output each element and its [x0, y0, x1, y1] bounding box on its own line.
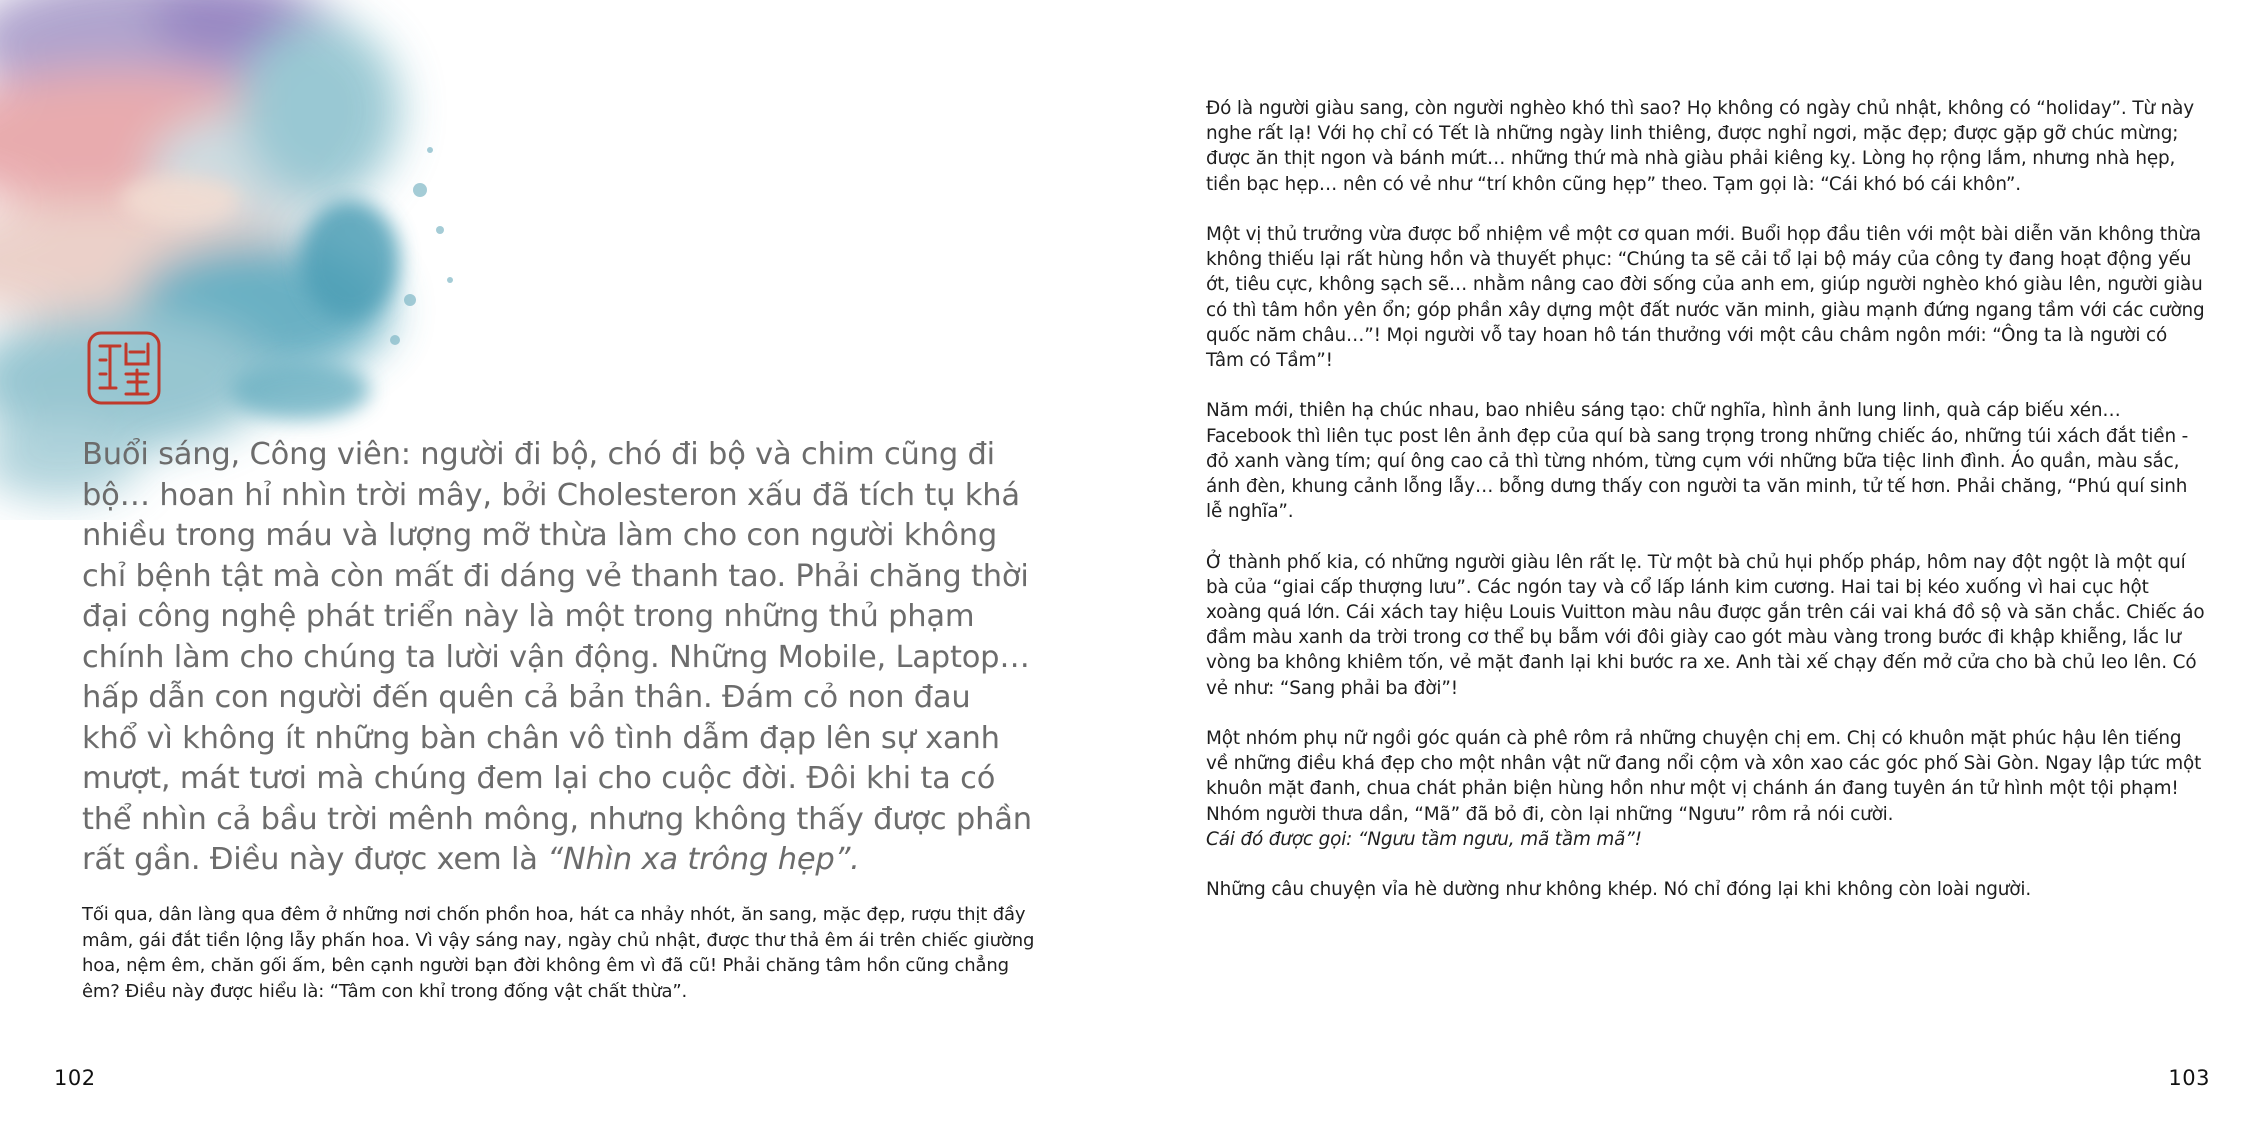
paragraph: Một vị thủ trưởng vừa được bổ nhiệm về một cơ quan mới. Buổi họp đầu tiên với một bài diễn văn không thừa không thiếu lại rất hùng hồn và thuyết phục: “Chúng ta sẽ cải tổ lại bộ máy của công ty đang hoạt động yếu ớt, tiêu cực, không sạch sẽ… nhằm nâng cao đời sống của anh em, giúp người nghèo khó giàu lên, người giàu có thì tâm hồn yên ổn; góp phần xây dựng một đất nước văn minh, giàu mạnh đứng ngang tầm với các cường quốc năm châu…”! Mọi người vỗ tay hoan hô tán thưởng với một câu châm ngôn mới: “Ông ta là người có Tâm có Tầm”!	[1206, 224, 2205, 372]
seal-stamp-icon	[86, 330, 162, 406]
paragraph: Một nhóm phụ nữ ngồi góc quán cà phê rôm rả những chuyện chị em. Chị có khuôn mặt phúc hậu lên tiếng về những điều khá đẹp cho một nhân vật nữ đang nổi cộm và xôn xao các góc phố Sài Gòn. Ngay lập tức một khuôn mặt đanh, chua chát phản biện hùng hồn như một vị chánh án đang tuyên án tử hình một tội phạm! Nhóm người thưa dần, “Mã” đã bỏ đi, còn lại những “Ngưu” rôm rả nói cười.	[1206, 728, 2202, 825]
paragraph: Năm mới, thiên hạ chúc nhau, bao nhiêu sáng tạo: chữ nghĩa, hình ảnh lung linh, quà cáp biếu xén… Facebook thì liên tục post lên ảnh đẹp của quí bà sang trọng trong những chiếc áo, những túi xách đắt tiền - đỏ xanh vàng tím; quí ông cao cả thì từng nhóm, từng cụm với những bữa tiệc linh đình. Áo quần, màu sắc, ánh đèn, khung cảnh lỗng lẫy… bỗng dưng thấy con người ta văn minh, tử tế hơn. Phải chăng, “Phú quí sinh lễ nghĩa”.	[1206, 400, 2189, 523]
page-number-right: 103	[2168, 1066, 2210, 1090]
lead-quote: “Nhìn xa trông hẹp”.	[547, 842, 860, 877]
closing-paragraph: Những câu chuyện vỉa hè dường như không khép. Nó chỉ đóng lại khi không còn loài người.	[1206, 879, 2032, 901]
paragraph-with-saying	[1206, 726, 2206, 852]
paragraph: Đó là người giàu sang, còn người nghèo khó thì sao? Họ không có ngày chủ nhật, không có “holiday”. Từ này nghe rất lạ! Với họ chỉ có Tết là những ngày linh thiêng, được nghỉ ngơi, mặc đẹp; được gặp gỡ chúc mừng; được ăn thịt ngon và bánh mứt… những thứ mà nhà giàu phải kiêng kỵ. Lòng họ rộng lắm, nhưng nhà hẹp, tiền bạc hẹp… nên có vẻ như “trí khôn cũng hẹp” theo. Tạm gọi là: “Cái khó bó cái khôn”.	[1206, 98, 2194, 195]
body-paragraph: Tối qua, dân làng qua đêm ở những nơi chốn phồn hoa, hát ca nhảy nhót, ăn sang, mặc đẹp, rượu thịt đầy mâm, gái đắt tiền lộng lẫy phấn hoa. Vì vậy sáng nay, ngày chủ nhật, được thư thả êm ái trên chiếc giường hoa, nệm êm, chăn gối ấm, bên cạnh người bạn đời không êm vì đã cũ! Phải chăng tâm hồn cũng chẳng êm? Điều này được hiểu là: “Tâm con khỉ trong đống vật chất thừa”.	[82, 904, 1035, 1002]
right-page	[1122, 0, 2244, 1122]
lead-text: Buổi sáng, Công viên: người đi bộ, chó đi bộ và chim cũng đi bộ… hoan hỉ nhìn trời mây, bởi Cholesteron xấu đã tích tụ khá nhiều trong máu và lượng mỡ thừa làm cho con người không chỉ bệnh tật mà còn mất đi dáng vẻ thanh tao. Phải chăng thời đại công nghệ phát triển này là một trong những thủ phạm chính làm cho chúng ta lười vận động. Những Mobile, Laptop… hấp dẫn con người đến quên cả bản thân. Đám cỏ non đau khổ vì không ít những bàn chân vô tình dẫm đạp lên sự xanh mượt, mát tươi mà chúng đem lại cho cuộc đời. Đôi khi ta có thể nhìn cả bầu trời mênh mông, nhưng không thấy được phần rất gần. Điều này được xem là	[82, 437, 1032, 877]
italic-saying: Cái đó được gọi: “Ngưu tầm ngưu, mã tầm mã”!	[1206, 828, 1642, 850]
lead-paragraph	[82, 435, 1032, 881]
right-text-column	[1206, 96, 2206, 928]
page-number-left: 102	[54, 1066, 96, 1090]
paragraph: Ở thành phố kia, có những người giàu lên rất lẹ. Từ một bà chủ hụi phốp pháp, hôm nay đột ngột là một quí bà của “giai cấp thượng lưu”. Các ngón tay và cổ lấp lánh kim cương. Hai tai bị kéo xuống vì hai cục hột xoàng quá lớn. Cái xách tay hiệu Louis Vuitton màu nâu được gắn trên cái vai khá đồ sộ và săn chắc. Chiếc áo đầm màu xanh da trời trong cơ thể bụ bẫm với đôi giày cao gót màu vàng trong bước đi khập khiễng, lắc lư vòng ba không khiêm tốn, vẻ mặt đanh lại khi bước ra xe. Anh tài xế chạy đến mở cửa cho bà chủ leo lên. Có vẻ như: “Sang phải ba đời”!	[1206, 551, 2205, 699]
